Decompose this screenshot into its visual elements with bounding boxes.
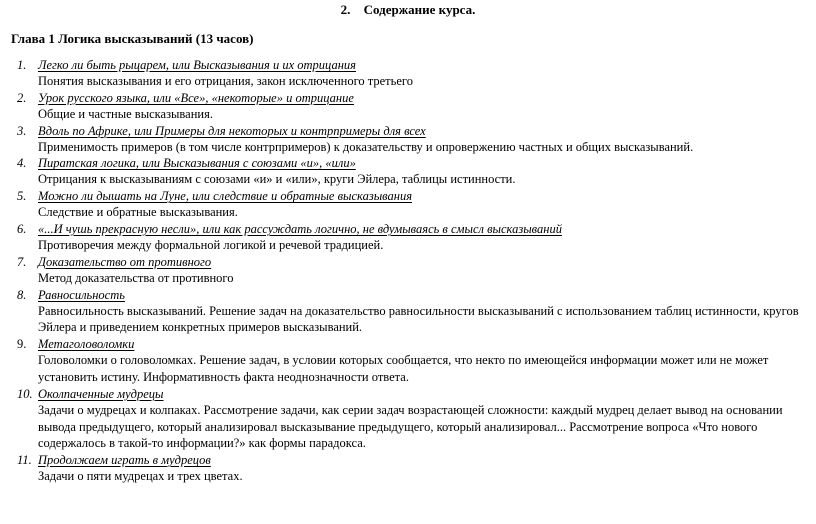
section-title: Содержание курса.: [363, 2, 476, 17]
item-description: Следствие и обратные высказывания.: [38, 205, 238, 220]
item-title: Метаголоволомки: [38, 337, 135, 352]
item-title: Можно ли дышать на Луне, или следствие и обратные высказывания: [38, 189, 413, 204]
item-number: 4.: [17, 156, 27, 171]
item-description: Задачи о мудрецах и колпаках. Рассмотрение задачи, как серии задач возрастающей сложности: каждый мудрец делает вывод на основании вывода предыдущего, который анализировал высказывание предыдущего, который анализировал... Рассмотрение вопроса «Что нового содержалось в такой-то информации?» как формы парадокса.: [38, 402, 783, 451]
item-description: Задачи о пяти мудрецах и трех цветах.: [38, 469, 243, 484]
item-number: 3.: [17, 123, 27, 138]
item-number: 1.: [17, 58, 27, 72]
list-item: [0, 155, 816, 188]
section-heading: [0, 2, 816, 18]
list-item: [0, 221, 816, 254]
item-description: Противоречия между формальной логикой и речевой традицией.: [38, 237, 384, 252]
item-title: Доказательство от противного: [38, 254, 212, 269]
item-title: Урок русского языка, или «Все», «некоторые» и отрицание: [38, 90, 354, 105]
list-item: [0, 386, 816, 452]
list-item: [0, 188, 816, 221]
list-item: [0, 336, 816, 386]
item-number: 6.: [17, 221, 27, 236]
item-number: 2.: [17, 90, 27, 105]
item-title: Пиратская логика, или Высказывания с союзами «и», «или»: [38, 156, 356, 171]
item-number: 11.: [17, 453, 32, 468]
item-description: Применимость примеров (в том числе контрпримеров) к доказательству и опровержению частных и общих высказываний.: [38, 139, 694, 154]
item-number: 8.: [17, 287, 27, 302]
item-number: 7.: [17, 254, 27, 269]
list-item: [0, 287, 816, 337]
list-item: [0, 123, 816, 156]
item-title: Легко ли быть рыцарем, или Высказывания и их отрицания: [38, 58, 356, 72]
item-title: Околпаченные мудрецы: [38, 386, 164, 401]
item-title: Продолжаем играть в мудрецов: [38, 453, 211, 468]
item-description: Равносильность высказываний. Решение задач на доказательство равносильности высказываний с использованием таблиц истинности, кругов Эйлера и приведением конкретных примеров высказываний.: [38, 303, 799, 335]
item-number: 10.: [17, 386, 33, 401]
item-description: Общие и частные высказывания.: [38, 106, 213, 121]
item-number: 5.: [17, 189, 27, 204]
item-title: Равносильность: [38, 287, 125, 302]
course-topics-list: [0, 57, 816, 485]
item-description: Головоломки о головоломках. Решение задач, в условии которых сообщается, что некто по имеющейся информации может или не может установить истину. Информативность факта неоднозначности ответа.: [38, 353, 769, 384]
item-title: «...И чушь прекрасную несли», или как рассуждать логично, не вдумываясь в смысл высказываний: [38, 221, 562, 236]
item-number: 9.: [17, 337, 27, 352]
item-title: Вдоль по Африке, или Примеры для некоторых и контрпримеры для всех: [38, 123, 426, 138]
item-description: Понятия высказывания и его отрицания, закон исключенного третьего: [38, 74, 413, 88]
list-item: [0, 90, 816, 123]
chapter-title: Глава 1 Логика высказываний (13 часов): [11, 31, 254, 46]
item-description: Метод доказательства от противного: [38, 270, 234, 285]
item-description: Отрицания к высказываниям с союзами «и» и «или», круги Эйлера, таблицы истинности.: [38, 172, 516, 187]
list-item: [0, 452, 816, 485]
list-item: [0, 57, 816, 90]
section-number: 2.: [340, 2, 351, 17]
list-item: [0, 254, 816, 287]
